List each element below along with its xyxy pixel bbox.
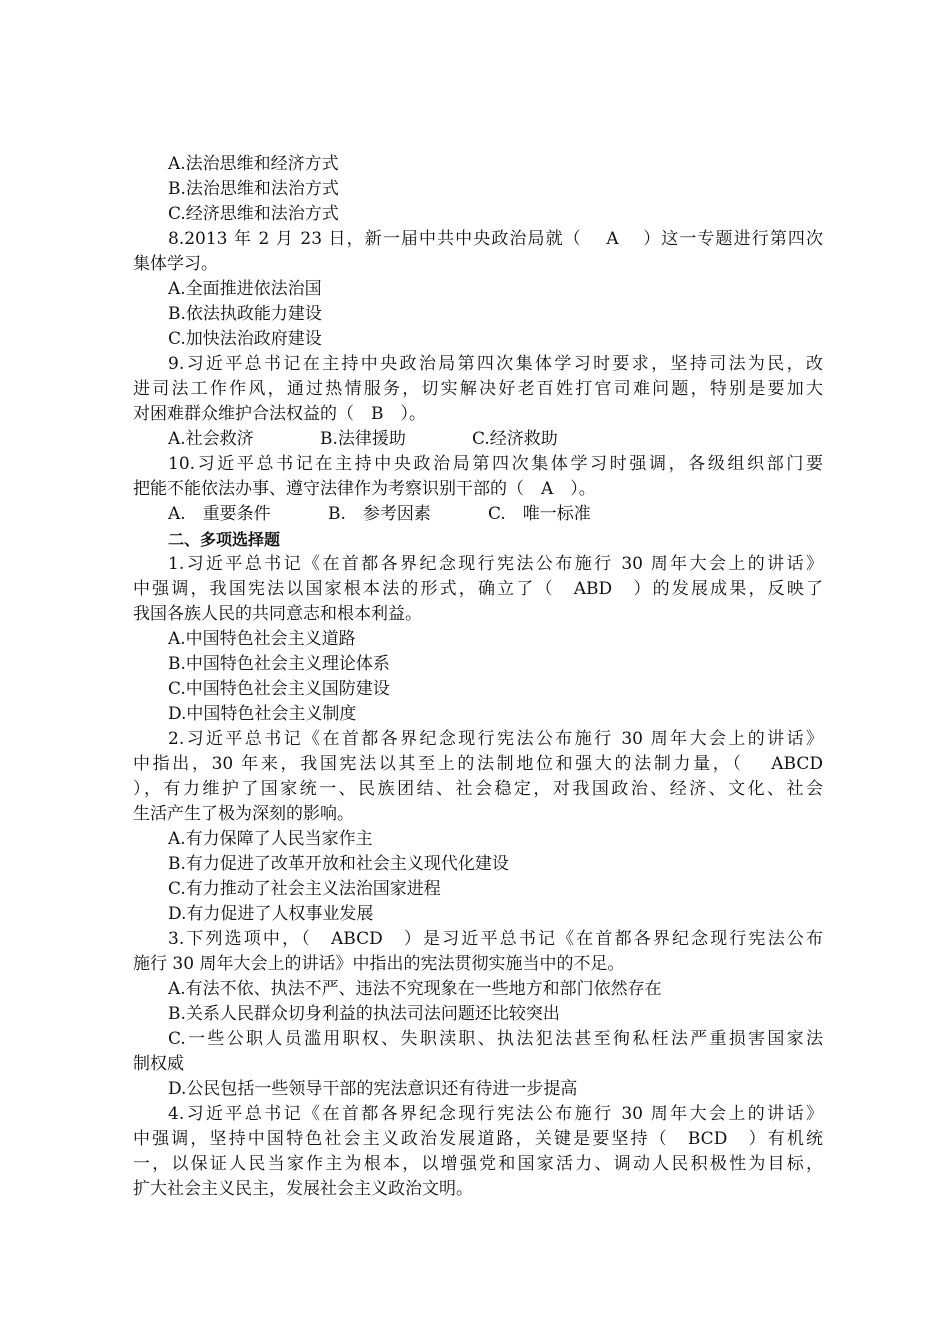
q10-option-a: A. 重要条件	[168, 504, 271, 524]
q10-options-row	[168, 502, 868, 527]
q8-stem-line1: 8.2013 年 2 月 23 日，新一届中共中央政治局就（ A ）这一专题进行第四次	[168, 229, 823, 249]
m2-stem-line4: 生活产生了极为深刻的影响。	[133, 804, 354, 824]
q8-option-c: C.加快法治政府建设	[168, 329, 322, 349]
m3-option-d: D.公民包括一些领导干部的宪法意识还有待进一步提高	[168, 1079, 578, 1099]
q9-stem-line1: 9.习近平总书记在主持中央政治局第四次集体学习时要求，坚持司法为民，改	[168, 354, 823, 374]
m3-option-b: B.关系人民群众切身利益的执法司法问题还比较突出	[168, 1004, 560, 1024]
q10-option-c: C. 唯一标准	[488, 504, 591, 524]
q10-stem-line2: 把能不能依法办事、遵守法律作为考察识别干部的（ A ）。	[133, 479, 596, 499]
m3-stem-line2: 施行 30 周年大会上的讲话》中指出的宪法贯彻实施当中的不足。	[133, 954, 625, 974]
m2-stem-line1: 2.习近平总书记《在首都各界纪念现行宪法公布施行 30 周年大会上的讲话》	[168, 729, 823, 749]
m1-stem-line2: 中强调，我国宪法以国家根本法的形式，确立了（ ABD ）的发展成果，反映了	[133, 579, 823, 599]
m3-stem-line1: 3.下列选项中，（ ABCD ）是习近平总书记《在首都各界纪念现行宪法公布	[168, 929, 823, 949]
m1-stem-line1: 1.习近平总书记《在首都各界纪念现行宪法公布施行 30 周年大会上的讲话》	[168, 554, 823, 574]
q10-option-b: B. 参考因素	[328, 504, 431, 524]
m4-stem-line1: 4.习近平总书记《在首都各界纪念现行宪法公布施行 30 周年大会上的讲话》	[168, 1104, 823, 1124]
q7-option-a: A.法治思维和经济方式	[168, 154, 339, 174]
m2-option-c: C.有力推动了社会主义法治国家进程	[168, 879, 441, 899]
section-heading-multiple-choice: 二、多项选择题	[168, 530, 281, 549]
m2-stem-line3: ），有力维护了国家统一、民族团结、社会稳定，对我国政治、经济、文化、社会	[133, 779, 823, 799]
q9-options-row	[168, 427, 868, 452]
m2-option-d: D.有力促进了人权事业发展	[168, 904, 374, 924]
m1-option-a: A.中国特色社会主义道路	[168, 629, 356, 649]
m4-stem-line2: 中强调，坚持中国特色社会主义政治发展道路，关键是要坚持（ BCD ）有机统	[133, 1129, 823, 1149]
m3-option-a: A.有法不依、执法不严、违法不究现象在一些地方和部门依然存在	[168, 979, 662, 999]
q8-option-b: B.依法执政能力建设	[168, 304, 322, 324]
q7-option-c: C.经济思维和法治方式	[168, 204, 339, 224]
m4-stem-line3: 一，以保证人民当家作主为根本，以增强党和国家活力、调动人民积极性为目标，	[133, 1154, 823, 1174]
m1-option-b: B.中国特色社会主义理论体系	[168, 654, 390, 674]
q7-option-b: B.法治思维和法治方式	[168, 179, 339, 199]
q10-stem-line1: 10.习近平总书记在主持中央政治局第四次集体学习时强调，各级组织部门要	[168, 454, 823, 474]
q8-option-a: A.全面推进依法治国	[168, 279, 322, 299]
m4-stem-line4: 扩大社会主义民主，发展社会主义政治文明。	[133, 1179, 473, 1199]
m1-stem-line3: 我国各族人民的共同意志和根本利益。	[133, 604, 422, 624]
m2-option-a: A.有力保障了人民当家作主	[168, 829, 373, 849]
m2-stem-line2: 中指出，30 年来，我国宪法以其至上的法制地位和强大的法制力量，（ ABCD	[133, 754, 823, 774]
q9-stem-line3: 对困难群众维护合法权益的（ B ）。	[133, 404, 426, 424]
m3-option-c-line1: C.一些公职人员滥用职权、失职渎职、执法犯法甚至徇私枉法严重损害国家法	[168, 1029, 823, 1049]
m1-option-c: C.中国特色社会主义国防建设	[168, 679, 390, 699]
q9-option-b: B.法律援助	[320, 429, 406, 449]
q8-stem-line2: 集体学习。	[133, 254, 218, 274]
m3-option-c-line2: 制权威	[133, 1054, 184, 1074]
q9-option-a: A.社会救济	[168, 429, 254, 449]
q9-option-c: C.经济救助	[472, 429, 558, 449]
m2-option-b: B.有力促进了改革开放和社会主义现代化建设	[168, 854, 509, 874]
q9-stem-line2: 进司法工作作风，通过热情服务，切实解决好老百姓打官司难问题，特别是要加大	[133, 379, 823, 399]
m1-option-d: D.中国特色社会主义制度	[168, 704, 357, 724]
